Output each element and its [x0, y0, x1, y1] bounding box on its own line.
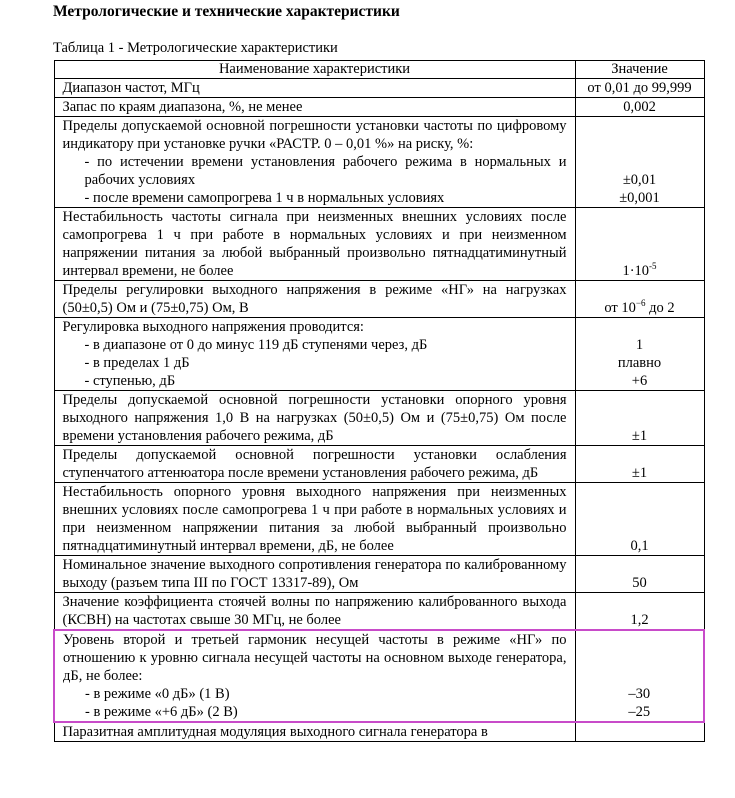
table-row — [54, 79, 704, 98]
value-base: 1·10 — [622, 263, 650, 279]
row-value — [575, 117, 704, 208]
row-desc-sub: - в пределах 1 дБ — [84, 355, 190, 371]
row-desc: Нестабильность частоты сигнала при неизменных внешних условиях после самопрогрева 1 ч при работе в нормальных условиях и при неизменном напряжении питания за любой выбранный произвольно пятнадцатиминутный интервал времени, не более — [54, 208, 575, 281]
row-desc: Диапазон частот, МГц — [54, 79, 575, 98]
row-desc-main: Регулировка выходного напряжения проводится: — [62, 319, 364, 335]
row-desc-sub: - в режиме «0 дБ» (1 В) — [85, 686, 230, 702]
row-value-line: ±0,01 — [622, 172, 657, 188]
row-desc: Пределы допускаемой основной погрешности установки ослабления ступенчатого аттенюатора после времени установления рабочего режима, дБ — [54, 446, 575, 483]
row-desc-sub: - ступенью, дБ — [84, 373, 176, 389]
row-desc: Пределы регулировки выходного напряжения в режиме «НГ» на нагрузках (50±0,5) Ом и (75±0,75) Ом, В — [54, 281, 575, 318]
row-desc-sub: - в режиме «+6 дБ» (2 В) — [85, 704, 238, 720]
row-value: 1,2 — [575, 593, 704, 631]
row-desc-sub: - в диапазоне от 0 до минус 119 дБ ступенями через, дБ — [84, 337, 428, 353]
row-desc-sub: - по истечении времени установления рабочего режима в нормальных и рабочих условиях — [84, 154, 567, 188]
row-desc: Значение коэффициента стоячей волны по напряжению калиброванного выхода (КСВН) на частотах свыше 30 МГц, не более — [54, 593, 575, 631]
row-desc: Паразитная амплитудная модуляция выходного сигнала генератора в — [54, 722, 575, 742]
row-value: ±1 — [575, 446, 704, 483]
row-value — [575, 281, 704, 318]
row-desc — [54, 630, 575, 722]
header-name: Наименование характеристики — [54, 61, 575, 79]
row-value-line: плавно — [617, 355, 662, 371]
row-value — [575, 318, 704, 391]
row-desc — [54, 117, 575, 208]
table-row — [54, 117, 704, 208]
row-value: ±1 — [575, 391, 704, 446]
row-desc: Нестабильность опорного уровня выходного напряжения при неизменных внешних условиях после самопрогрева 1 ч при работе в нормальных условиях и при неизменном напряжении питания за любой выбранный произвольно пятнадцатиминутный интервал времени, дБ, не более — [54, 483, 575, 556]
value-pre: от 10 — [604, 300, 636, 316]
row-desc-main: Пределы допускаемой основной погрешности установки частоты по цифровому индикатору при установке ручки «РАСТР. 0 – 0,01 %» на риску, %: — [62, 118, 567, 152]
row-value: 50 — [575, 556, 704, 593]
specs-table — [53, 60, 705, 742]
row-value: 0,002 — [575, 98, 704, 117]
table-row — [54, 391, 704, 446]
row-value: 0,1 — [575, 483, 704, 556]
row-value — [575, 630, 704, 722]
row-value-line: –30 — [628, 686, 651, 702]
table-header-row — [54, 61, 704, 79]
row-desc: Запас по краям диапазона, %, не менее — [54, 98, 575, 117]
highlighted-table-row — [54, 630, 704, 722]
row-value: от 0,01 до 99,999 — [575, 79, 704, 98]
section-title: Метрологические и технические характеристики — [53, 3, 400, 20]
row-value — [575, 208, 704, 281]
table-row — [54, 593, 704, 631]
row-value — [575, 722, 704, 742]
table-row — [54, 483, 704, 556]
row-value-line: –25 — [628, 704, 651, 720]
value-exponent: −6 — [635, 298, 646, 309]
table-row — [54, 208, 704, 281]
row-value-line: ±0,001 — [619, 190, 660, 206]
row-value-line: 1 — [635, 337, 644, 353]
table-row — [54, 281, 704, 318]
row-value-line: +6 — [631, 373, 648, 389]
value-exponent: -5 — [649, 261, 657, 272]
row-desc: Номинальное значение выходного сопротивления генератора по калиброванному выходу (разъем типа III по ГОСТ 13317-89), Ом — [54, 556, 575, 593]
row-desc-main: Уровень второй и третьей гармоник несущей частоты в режиме «НГ» по отношению к уровню сигнала несущей частоты на основном выходе генератора, дБ, не более: — [63, 632, 567, 684]
row-desc-sub: - после времени самопрогрева 1 ч в нормальных условиях — [84, 190, 445, 206]
table-caption: Таблица 1 - Метрологические характеристики — [53, 40, 338, 56]
header-value: Значение — [575, 61, 704, 79]
table-row — [54, 722, 704, 742]
row-desc: Пределы допускаемой основной погрешности установки опорного уровня выходного напряжения 1,0 В на нагрузках (50±0,5) Ом и (75±0,75) Ом после времени установления рабочего режима, дБ — [54, 391, 575, 446]
table-row — [54, 446, 704, 483]
table-row — [54, 318, 704, 391]
row-desc — [54, 318, 575, 391]
table-row — [54, 98, 704, 117]
table-row — [54, 556, 704, 593]
value-post: до 2 — [645, 300, 675, 316]
